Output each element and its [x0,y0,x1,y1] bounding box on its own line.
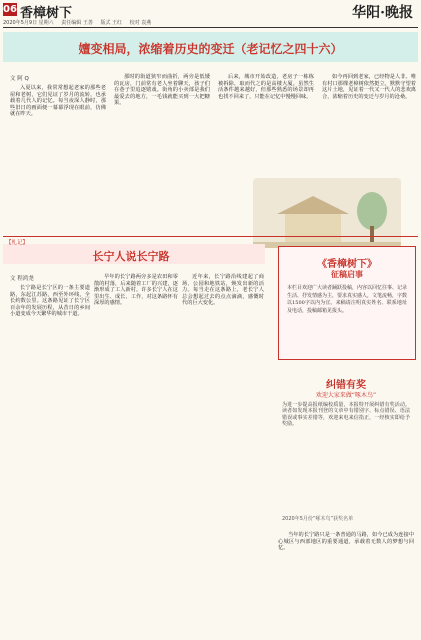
article1-col-b [114,74,210,107]
newspaper-logo: 华阳·晚报 [352,5,413,21]
article2-col-g [182,274,264,307]
header-rule [3,27,418,28]
paragraph: 后来，城市开始改造，老房子一栋栋被拆除，取而代之的是高楼大厦。虽然生活条件越来越好，但那些熟悉的场景却再也找不回来了，只能在记忆中慢慢回味。 [218,74,314,100]
correction-footer: 2020年5月份“啄木鸟”获奖名单 [282,516,354,522]
date: 2020年5月9日 星期六 [3,20,54,26]
page-number: 06 [3,4,17,15]
call-for-papers-box [278,246,416,360]
paragraph: 早年的长宁路两旁多是农田和零散的村落，后来随着工厂的兴建，逐渐形成了工人新村。许多长宁人在这里出生、成长、工作，对这条路怀有深厚的感情。 [94,274,178,307]
tree-icon [357,192,387,230]
notice-subtitle: 征稿启事 [331,269,363,279]
paragraph: 近年来，长宁路沿线建起了商场、公园和地铁站，焕发出新的活力。每当走在这条路上，老长宁人总会想起过去的点点滴滴，感慨时代的巨大变化。 [182,274,264,307]
article2-col-h [278,532,414,552]
correction-title: 纠错有奖 [326,380,366,391]
article2-headline: 长宁人说长宁路 [92,250,170,263]
paragraph: 那时的街道狭窄而曲折，两旁是低矮的瓦房，门前常有老人坐着聊天，孩子们在巷子里追逐嬉戏。街角的小卖部是我们最爱去的地方，一毛钱就能买到一大把糖果。 [114,74,210,107]
designer: 版式 王红 [100,20,123,26]
article1-col-c [218,74,314,100]
house-wall-shape [285,214,341,242]
article2-byline: 文 程鸿尧 [10,276,34,282]
article1-col-d [322,74,416,100]
tree-trunk-shape [370,226,374,242]
article2-col-f [94,274,178,307]
article1-byline: 文 阿 Q [10,76,29,82]
illustration-village [253,178,401,248]
notice-body: 本栏目欢迎广大读者踊跃投稿，内容以回忆往事、记录生活、抒发情感为主，要求真实感人，文笔流畅，字数以1500字以内为宜。来稿请注明真实姓名、联系地址及电话，投稿邮箱见报头。 [287,285,408,314]
notice-title: 《香樟树下》 [317,259,377,270]
article2-tag: 【札记】 [6,240,29,246]
paragraph: 入夏以来，我常常想起老家的那些老屋和老树，它们见证了岁月的流转，也承载着几代人的记忆。每当夜深人静时，那些旧日的画面便一幕幕浮现在眼前，仿佛就在昨天。 [10,85,106,118]
proof: 校对 袁燕 [129,20,152,26]
paragraph: 当年的长宁路只是一条普通的马路，如今已成为连接中心城区与西部地区的重要通道，承载着无数人的梦想与回忆。 [278,532,414,552]
house-roof-shape [277,196,349,214]
correction-subtitle: 欢迎大家来做“啄木鸟” [315,392,377,399]
article1-col-a [10,74,106,118]
article2-col-e [10,274,90,318]
paragraph: 长宁路是长宁区的一条主要道路，东起江苏路，西至外环线，全长约数公里。这条路见证了长宁区百余年的发展历程，从昔日的乡间小道变成今天繁华的城市干道。 [10,285,90,318]
paragraph: 如今再回到老家，已经物是人非。唯有村口那棵老樟树依然挺立，默默守望着这片土地，见证着一代又一代人的悲欢离合，浓缩着历史的变迁与岁月的沧桑。 [322,74,416,100]
correction-body: 为进一步提高报纸编校质量，本报特开展纠错有奖活动。读者如发现本报刊登的文章中有错别字、标点错误、语法错误或事实差错等，欢迎来电来信指正，一经核实即给予奖励。 [282,402,410,428]
section-divider [3,236,418,237]
correction-box [278,376,414,524]
section-title: 香樟树下 [20,6,73,21]
article1-headline: 嬗变相局，浓缩着历史的变迁（老记忆之四十六） [78,42,343,56]
editor: 责任编辑 王善 [61,20,93,26]
header-meta [3,19,157,26]
